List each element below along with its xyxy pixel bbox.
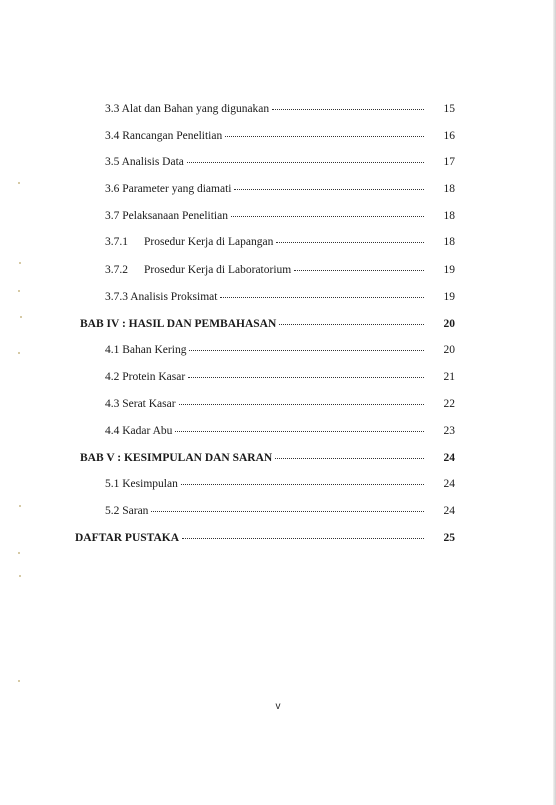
toc-entry-page: 16 — [443, 130, 455, 142]
toc-entry-page: 25 — [443, 532, 455, 544]
toc-entry-page: 23 — [443, 425, 455, 437]
toc-entry-title: Prosedur Kerja di Lapangan — [144, 236, 274, 248]
toc-entry — [105, 289, 455, 305]
toc-leader — [272, 109, 424, 110]
toc-entry-page: 22 — [443, 398, 455, 410]
toc-entry-page: 24 — [443, 478, 455, 490]
toc-entry-page: 19 — [443, 264, 455, 276]
toc-leader — [179, 404, 424, 405]
toc-entry-label: 4.1 Bahan Kering — [105, 344, 187, 356]
toc-leader — [225, 136, 424, 137]
toc-entry-number: 3.7.2 — [105, 264, 128, 276]
toc-entry-page: 20 — [443, 344, 455, 356]
toc-entry-title: Prosedur Kerja di Laboratorium — [144, 264, 292, 276]
scan-speck — [18, 680, 20, 682]
toc-entry-page: 17 — [443, 156, 455, 168]
toc-entry-label: 3.7 Pelaksanaan Penelitian — [105, 210, 228, 222]
toc-leader — [234, 189, 424, 190]
page-number: v — [275, 701, 281, 712]
toc-entry-page: 18 — [443, 183, 455, 195]
toc-leader — [175, 431, 424, 432]
toc-entry-label: 4.3 Serat Kasar — [105, 398, 176, 410]
toc-entry-label: 5.2 Saran — [105, 505, 149, 517]
toc-entry — [105, 101, 455, 117]
scan-speck — [19, 575, 21, 577]
toc-entry — [105, 262, 455, 278]
toc-entry — [105, 208, 455, 224]
toc-entry-label — [105, 234, 273, 250]
toc-entry — [105, 369, 455, 385]
toc-leader — [294, 270, 424, 271]
toc-leader — [182, 538, 424, 539]
toc-entry — [105, 396, 455, 412]
toc-entry-label: 5.1 Kesimpulan — [105, 478, 178, 490]
toc-chapter-entry — [75, 530, 455, 546]
toc-entry-label: 4.2 Protein Kasar — [105, 371, 186, 383]
toc-leader — [181, 484, 424, 485]
toc-entry-page: 19 — [443, 291, 455, 303]
toc-leader — [220, 297, 424, 298]
toc-leader — [275, 458, 424, 459]
toc-entry-page: 18 — [443, 210, 455, 222]
toc-entry-label: 3.6 Parameter yang diamati — [105, 183, 232, 195]
toc-entry-label: 4.4 Kadar Abu — [105, 425, 173, 437]
toc-entry-page: 18 — [443, 236, 455, 248]
toc-entry-label: BAB IV : HASIL DAN PEMBAHASAN — [80, 318, 277, 330]
toc-entry-label: 3.3 Alat dan Bahan yang digunakan — [105, 103, 270, 115]
toc-entry — [105, 503, 455, 519]
toc-entry-page: 24 — [443, 505, 455, 517]
toc-entry-page: 24 — [443, 452, 455, 464]
toc-entry — [105, 234, 455, 250]
toc-entry-page: 15 — [443, 103, 455, 115]
toc-entry-label: BAB V : KESIMPULAN DAN SARAN — [80, 452, 273, 464]
toc-entry-label: 3.4 Rancangan Penelitian — [105, 130, 223, 142]
toc-entry — [105, 423, 455, 439]
toc-entry-page: 21 — [443, 371, 455, 383]
toc-leader — [231, 216, 424, 217]
toc-chapter-entry — [80, 450, 455, 466]
toc-leader — [276, 242, 424, 243]
toc-entry-label: 3.5 Analisis Data — [105, 156, 184, 168]
toc-entry — [105, 128, 455, 144]
toc-entry — [105, 342, 455, 358]
toc-leader — [187, 162, 424, 163]
toc-entry-label: DAFTAR PUSTAKA — [75, 532, 180, 544]
toc-leader — [189, 350, 424, 351]
toc-leader — [279, 324, 424, 325]
toc-entry-page: 20 — [443, 318, 455, 330]
toc-entry — [105, 181, 455, 197]
toc-entry-number: 3.7.1 — [105, 236, 128, 248]
toc-leader — [188, 377, 424, 378]
toc-entry — [105, 154, 455, 170]
toc-entry-label: 3.7.3 Analisis Proksimat — [105, 291, 218, 303]
toc-leader — [151, 511, 424, 512]
toc-chapter-entry — [80, 316, 455, 332]
toc-entry-label — [105, 262, 291, 278]
toc-entry — [105, 476, 455, 492]
